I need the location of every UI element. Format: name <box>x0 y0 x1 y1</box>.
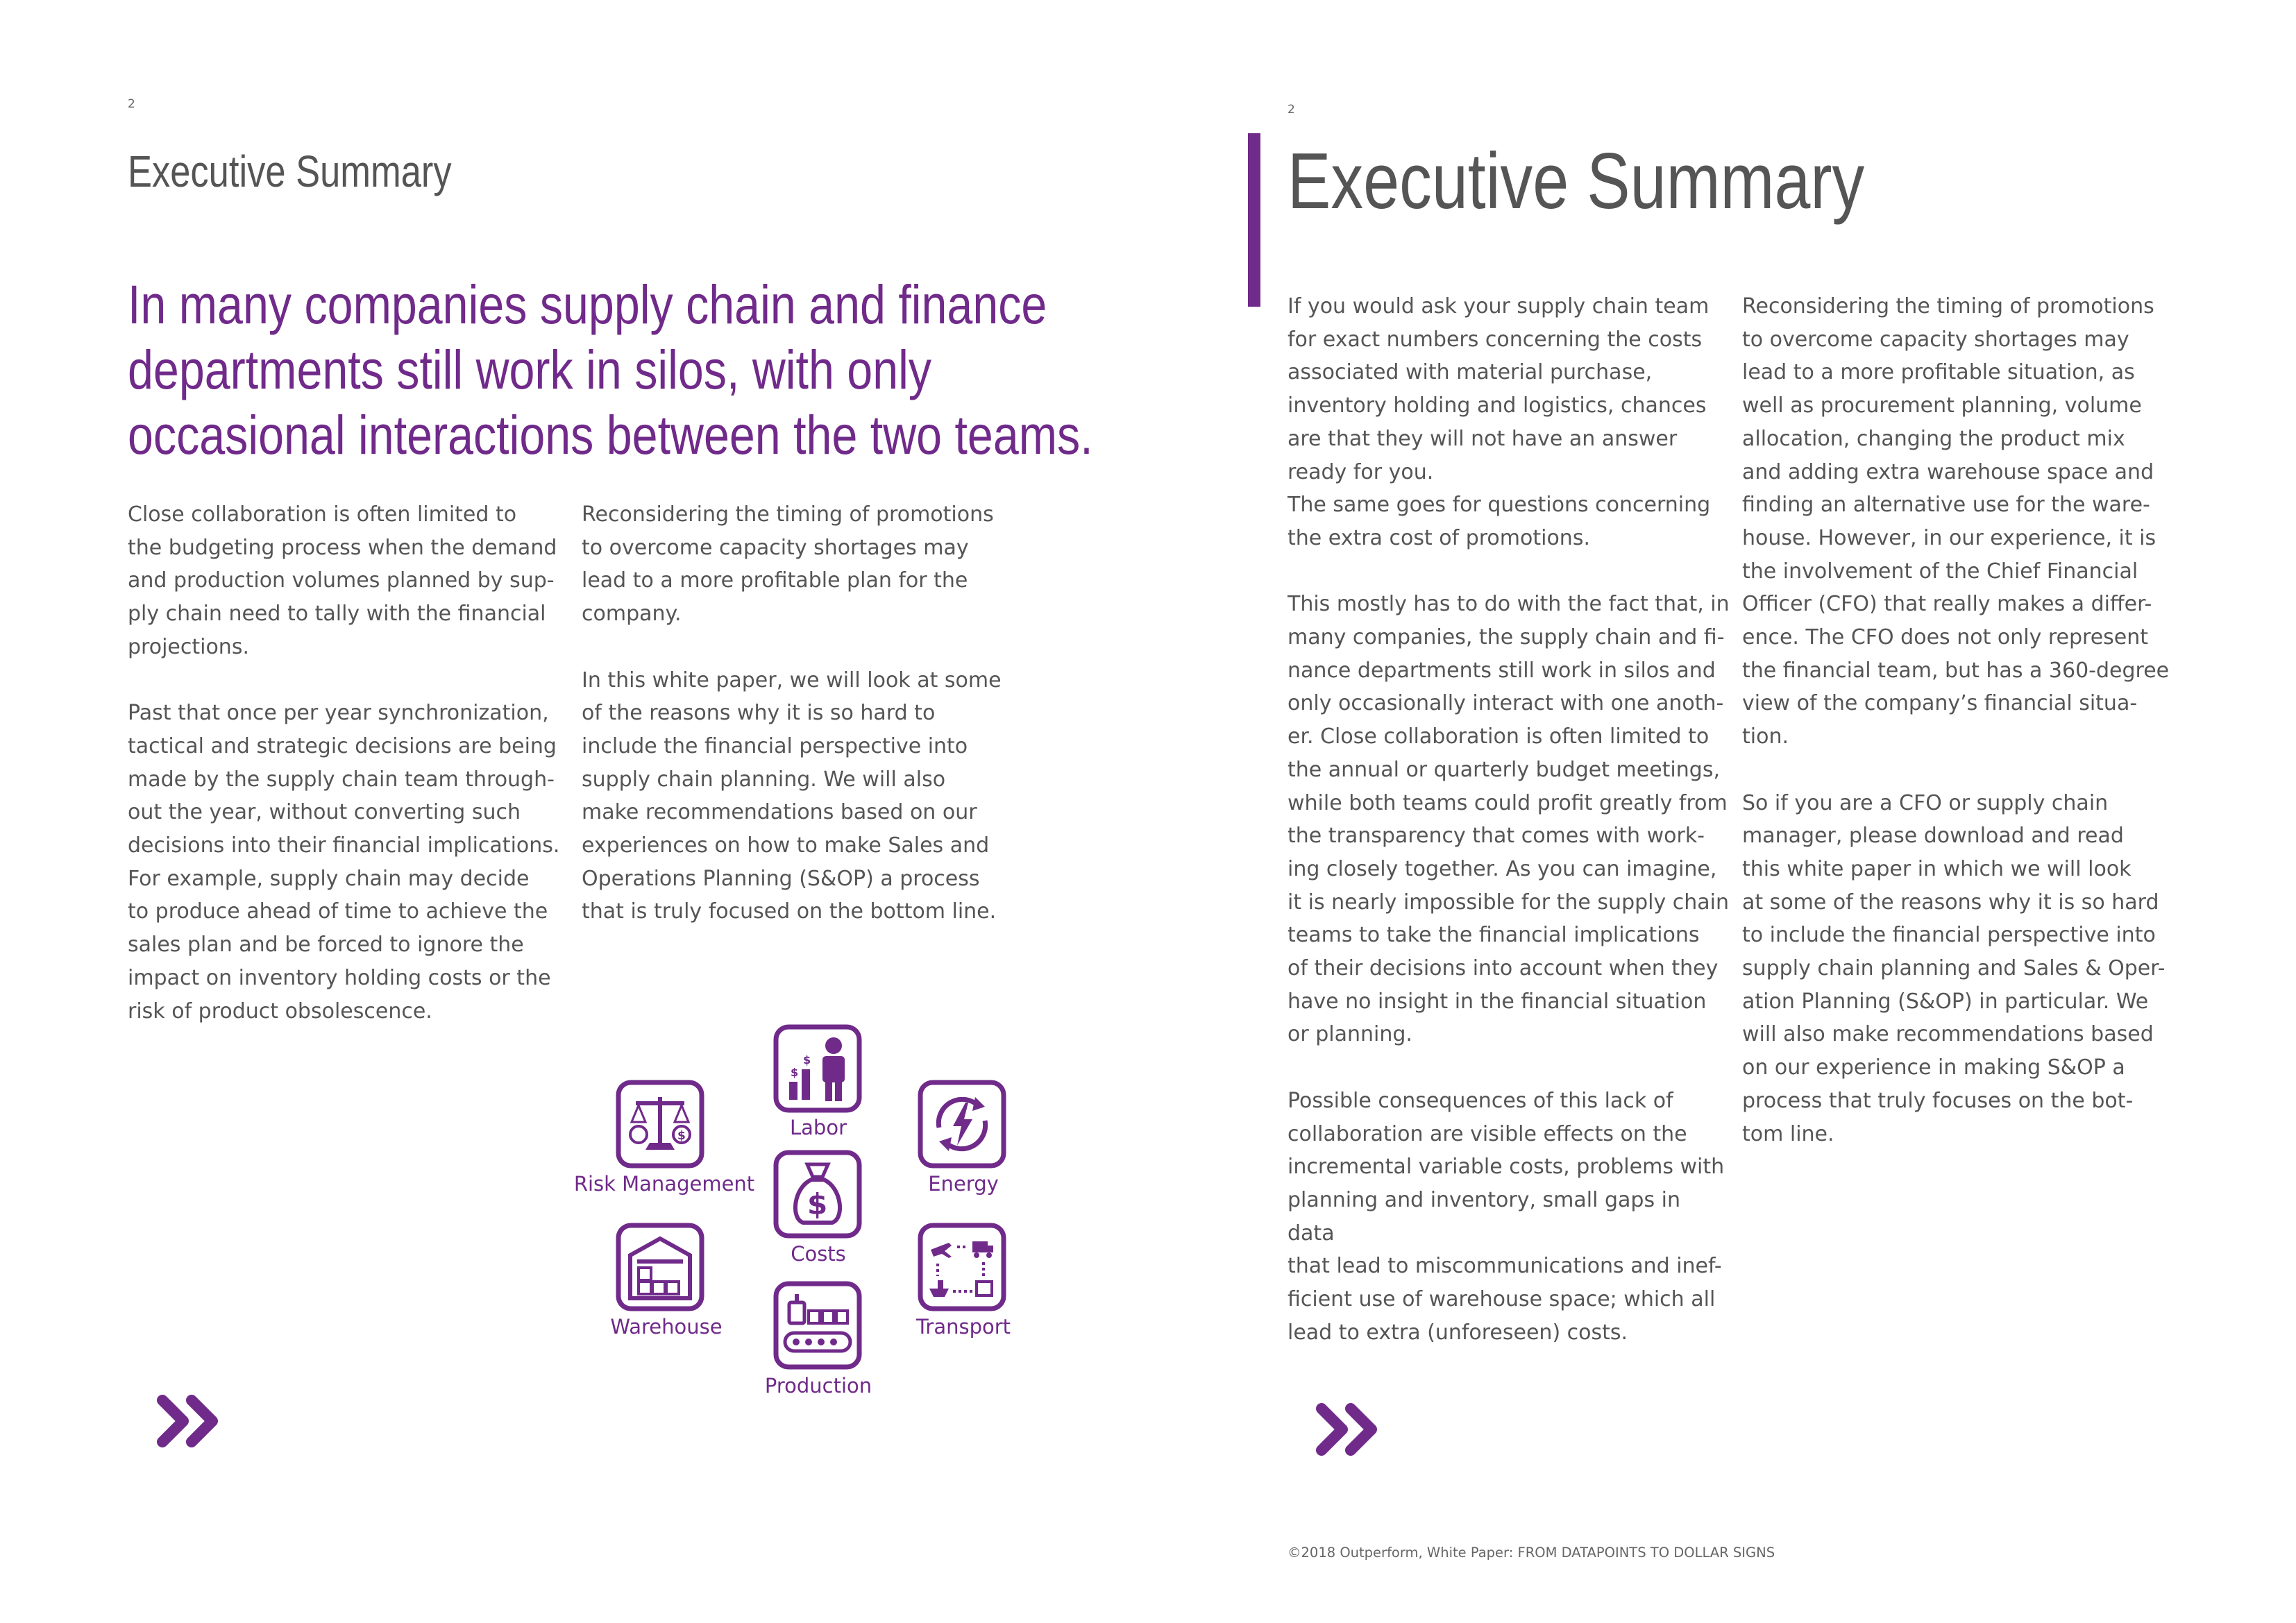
left-page-number: 2 <box>128 97 135 111</box>
text-line: process that truly focuses on the bot- <box>1742 1088 2134 1113</box>
accent-bar <box>1248 133 1260 307</box>
text-line: supply chain planning and Sales & Oper- <box>1742 956 2166 981</box>
text-line: decisions into their financial implications. <box>128 833 560 858</box>
text-line: many companies, the supply chain and fi- <box>1288 625 1725 650</box>
text-line: In this white paper, we will look at some <box>582 668 1002 692</box>
text-line: The same goes for questions concerning <box>1288 493 1711 518</box>
double-chevron-right-icon <box>1316 1403 1383 1456</box>
text-line: the annual or quarterly budget meetings, <box>1288 757 1720 782</box>
text-line: it is nearly impossible for the supply chain <box>1288 890 1730 915</box>
text-line: impact on inventory holding costs or the <box>128 965 551 990</box>
text-line: the budgeting process when the demand <box>128 535 557 560</box>
text-line: manager, please download and read <box>1742 824 2124 849</box>
text-line: nance departments still work in silos and <box>1288 658 1716 683</box>
energy-icon <box>917 1079 1007 1169</box>
labor-label: Labor <box>789 1116 847 1139</box>
text-line: ing closely together. As you can imagine, <box>1288 856 1717 881</box>
right-intro-paragraph <box>1288 290 1732 555</box>
text-line: ation Planning (S&OP) in particular. We <box>1742 989 2149 1014</box>
text-line: that lead to miscommunications and inef- <box>1288 1254 1722 1279</box>
text-line: that is truly focused on the bottom line. <box>582 899 997 924</box>
warehouse-label: Warehouse <box>610 1315 723 1339</box>
text-line: to produce ahead of time to achieve the <box>128 899 548 924</box>
headline-line: occasional interactions between the two teams. <box>128 404 1093 466</box>
text-line: lead to a more profitable situation, as <box>1742 360 2135 385</box>
text-line: Past that once per year synchronization, <box>128 701 549 726</box>
text-line: the involvement of the Chief Financial <box>1742 559 2138 584</box>
labor-icon <box>773 1023 863 1114</box>
footer-copyright: ©2018 Outperform, White Paper: FROM DATAPOINTS TO DOLLAR SIGNS <box>1288 1545 1775 1561</box>
text-line: the transparency that comes with work- <box>1288 824 1705 849</box>
text-line: experiences on how to make Sales and <box>582 833 990 858</box>
costs-label: Costs <box>791 1242 846 1266</box>
text-line: tion. <box>1742 724 1789 749</box>
text-line: For example, supply chain may decide <box>128 866 530 891</box>
text-line: of the reasons why it is so hard to <box>582 701 936 726</box>
text-line: the extra cost of promotions. <box>1288 525 1590 550</box>
text-line: ence. The CFO does not only represent <box>1742 625 2149 650</box>
risk-management-label: Risk Management <box>573 1172 755 1196</box>
text-line: well as procurement planning, volume <box>1742 393 2142 418</box>
text-line: of their decisions into account when they <box>1288 956 1719 981</box>
text-line: er. Close collaboration is often limited to <box>1288 724 1710 749</box>
right-col1-paragraph-2 <box>1288 588 1732 1051</box>
left-page-title: Executive Summary <box>128 146 452 196</box>
text-line: to overcome capacity shortages may <box>1742 327 2129 352</box>
transport-label: Transport <box>915 1315 1011 1339</box>
text-line: supply chain planning. We will also <box>582 767 946 792</box>
text-line: risk of product obsolescence. <box>128 999 432 1023</box>
text-line: Operations Planning (S&OP) a process <box>582 866 980 891</box>
text-line: have no insight in the financial situation <box>1288 989 1707 1014</box>
text-line: for exact numbers concerning the costs <box>1288 327 1703 352</box>
text-line: Close collaboration is often limited to <box>128 502 517 527</box>
text-line: on our experience in making S&OP a <box>1742 1055 2125 1080</box>
text-line: Reconsidering the timing of promotions <box>582 502 994 527</box>
text-line: teams to take the financial implications <box>1288 923 1700 948</box>
left-body-paragraph <box>128 697 572 1028</box>
text-line: this white paper in which we will look <box>1742 856 2132 881</box>
transport-icon <box>917 1222 1007 1312</box>
right-page-number: 2 <box>1288 103 1295 117</box>
right-col2-paragraph-1 <box>1742 290 2186 754</box>
text-line: Officer (CFO) that really makes a differ- <box>1742 592 2152 617</box>
text-line: will also make recommendations based <box>1742 1022 2154 1047</box>
text-line: planning and inventory, small gaps in data <box>1288 1187 1680 1246</box>
text-line: and adding extra warehouse space and <box>1742 459 2154 484</box>
text-line: associated with material purchase, <box>1288 360 1653 385</box>
double-chevron-right-icon <box>157 1395 223 1447</box>
text-line: finding an alternative use for the ware- <box>1742 493 2150 518</box>
text-line: inventory holding and logistics, chances <box>1288 393 1707 418</box>
left-intro-paragraph <box>128 498 572 664</box>
text-line: lead to extra (unforeseen) costs. <box>1288 1320 1628 1345</box>
text-line: sales plan and be forced to ignore the <box>128 933 524 958</box>
text-line: to include the financial perspective into <box>1742 923 2156 948</box>
text-line: So if you are a CFO or supply chain <box>1742 790 2109 815</box>
svg-text:$: $ <box>791 1066 799 1079</box>
text-line: lead to a more profitable plan for the <box>582 568 968 593</box>
text-line: This mostly has to do with the fact that, in <box>1288 592 1730 617</box>
production-icon <box>773 1280 863 1370</box>
text-line: incremental variable costs, problems with <box>1288 1155 1725 1180</box>
left-col2-paragraph-2 <box>582 664 1012 929</box>
text-line: If you would ask your supply chain team <box>1288 294 1710 318</box>
text-line: ficient use of warehouse space; which all <box>1288 1287 1716 1312</box>
svg-text:$: $ <box>807 1187 828 1221</box>
text-line: house. However, in our experience, it is <box>1742 525 2156 550</box>
text-line: out the year, without converting such <box>128 800 521 825</box>
text-line: made by the supply chain team through- <box>128 767 555 792</box>
left-headline <box>128 272 1093 468</box>
text-line: collaboration are visible effects on the <box>1288 1121 1687 1146</box>
right-column-1 <box>1288 290 1732 1349</box>
right-col1-paragraph-3 <box>1288 1085 1732 1350</box>
left-column-2 <box>582 498 1012 928</box>
left-column-1 <box>128 498 572 1028</box>
text-line: make recommendations based on our <box>582 800 977 825</box>
text-line: at some of the reasons why it is so hard <box>1742 890 2159 915</box>
headline-line: In many companies supply chain and finance <box>128 273 1047 335</box>
headline-line: departments still work in silos, with only <box>128 339 932 400</box>
text-line: tom line. <box>1742 1121 1834 1146</box>
text-line: ready for you. <box>1288 459 1434 484</box>
text-line: company. <box>582 602 682 627</box>
text-line: the financial team, but has a 360-degree <box>1742 658 2170 683</box>
warehouse-icon <box>615 1222 705 1312</box>
text-line: view of the company’s financial situa- <box>1742 691 2138 716</box>
svg-text:$: $ <box>803 1053 811 1067</box>
energy-label: Energy <box>928 1172 999 1196</box>
production-label: Production <box>764 1374 872 1397</box>
right-page-title: Executive Summary <box>1288 137 1865 226</box>
text-line: allocation, changing the product mix <box>1742 426 2125 451</box>
text-line: are that they will not have an answer <box>1288 426 1678 451</box>
text-line: projections. <box>128 634 249 659</box>
text-line: to overcome capacity shortages may <box>582 535 969 560</box>
text-line: Reconsidering the timing of promotions <box>1742 294 2154 318</box>
left-col2-paragraph-1 <box>582 498 1012 631</box>
text-line: include the financial perspective into <box>582 733 968 758</box>
text-line: while both teams could profit greatly from <box>1288 790 1728 815</box>
text-line: and production volumes planned by sup- <box>128 568 555 593</box>
text-line: only occasionally interact with one anoth- <box>1288 691 1724 716</box>
text-line: tactical and strategic decisions are being <box>128 733 557 758</box>
text-line: Possible consequences of this lack of <box>1288 1088 1673 1113</box>
svg-text:$: $ <box>677 1129 686 1143</box>
text-line: ply chain need to tally with the financial <box>128 602 546 627</box>
money-bag-icon <box>773 1149 863 1239</box>
text-line: or planning. <box>1288 1022 1412 1047</box>
right-column-2 <box>1742 290 2186 1150</box>
right-col2-paragraph-2 <box>1742 787 2186 1151</box>
scales-icon <box>615 1079 705 1169</box>
